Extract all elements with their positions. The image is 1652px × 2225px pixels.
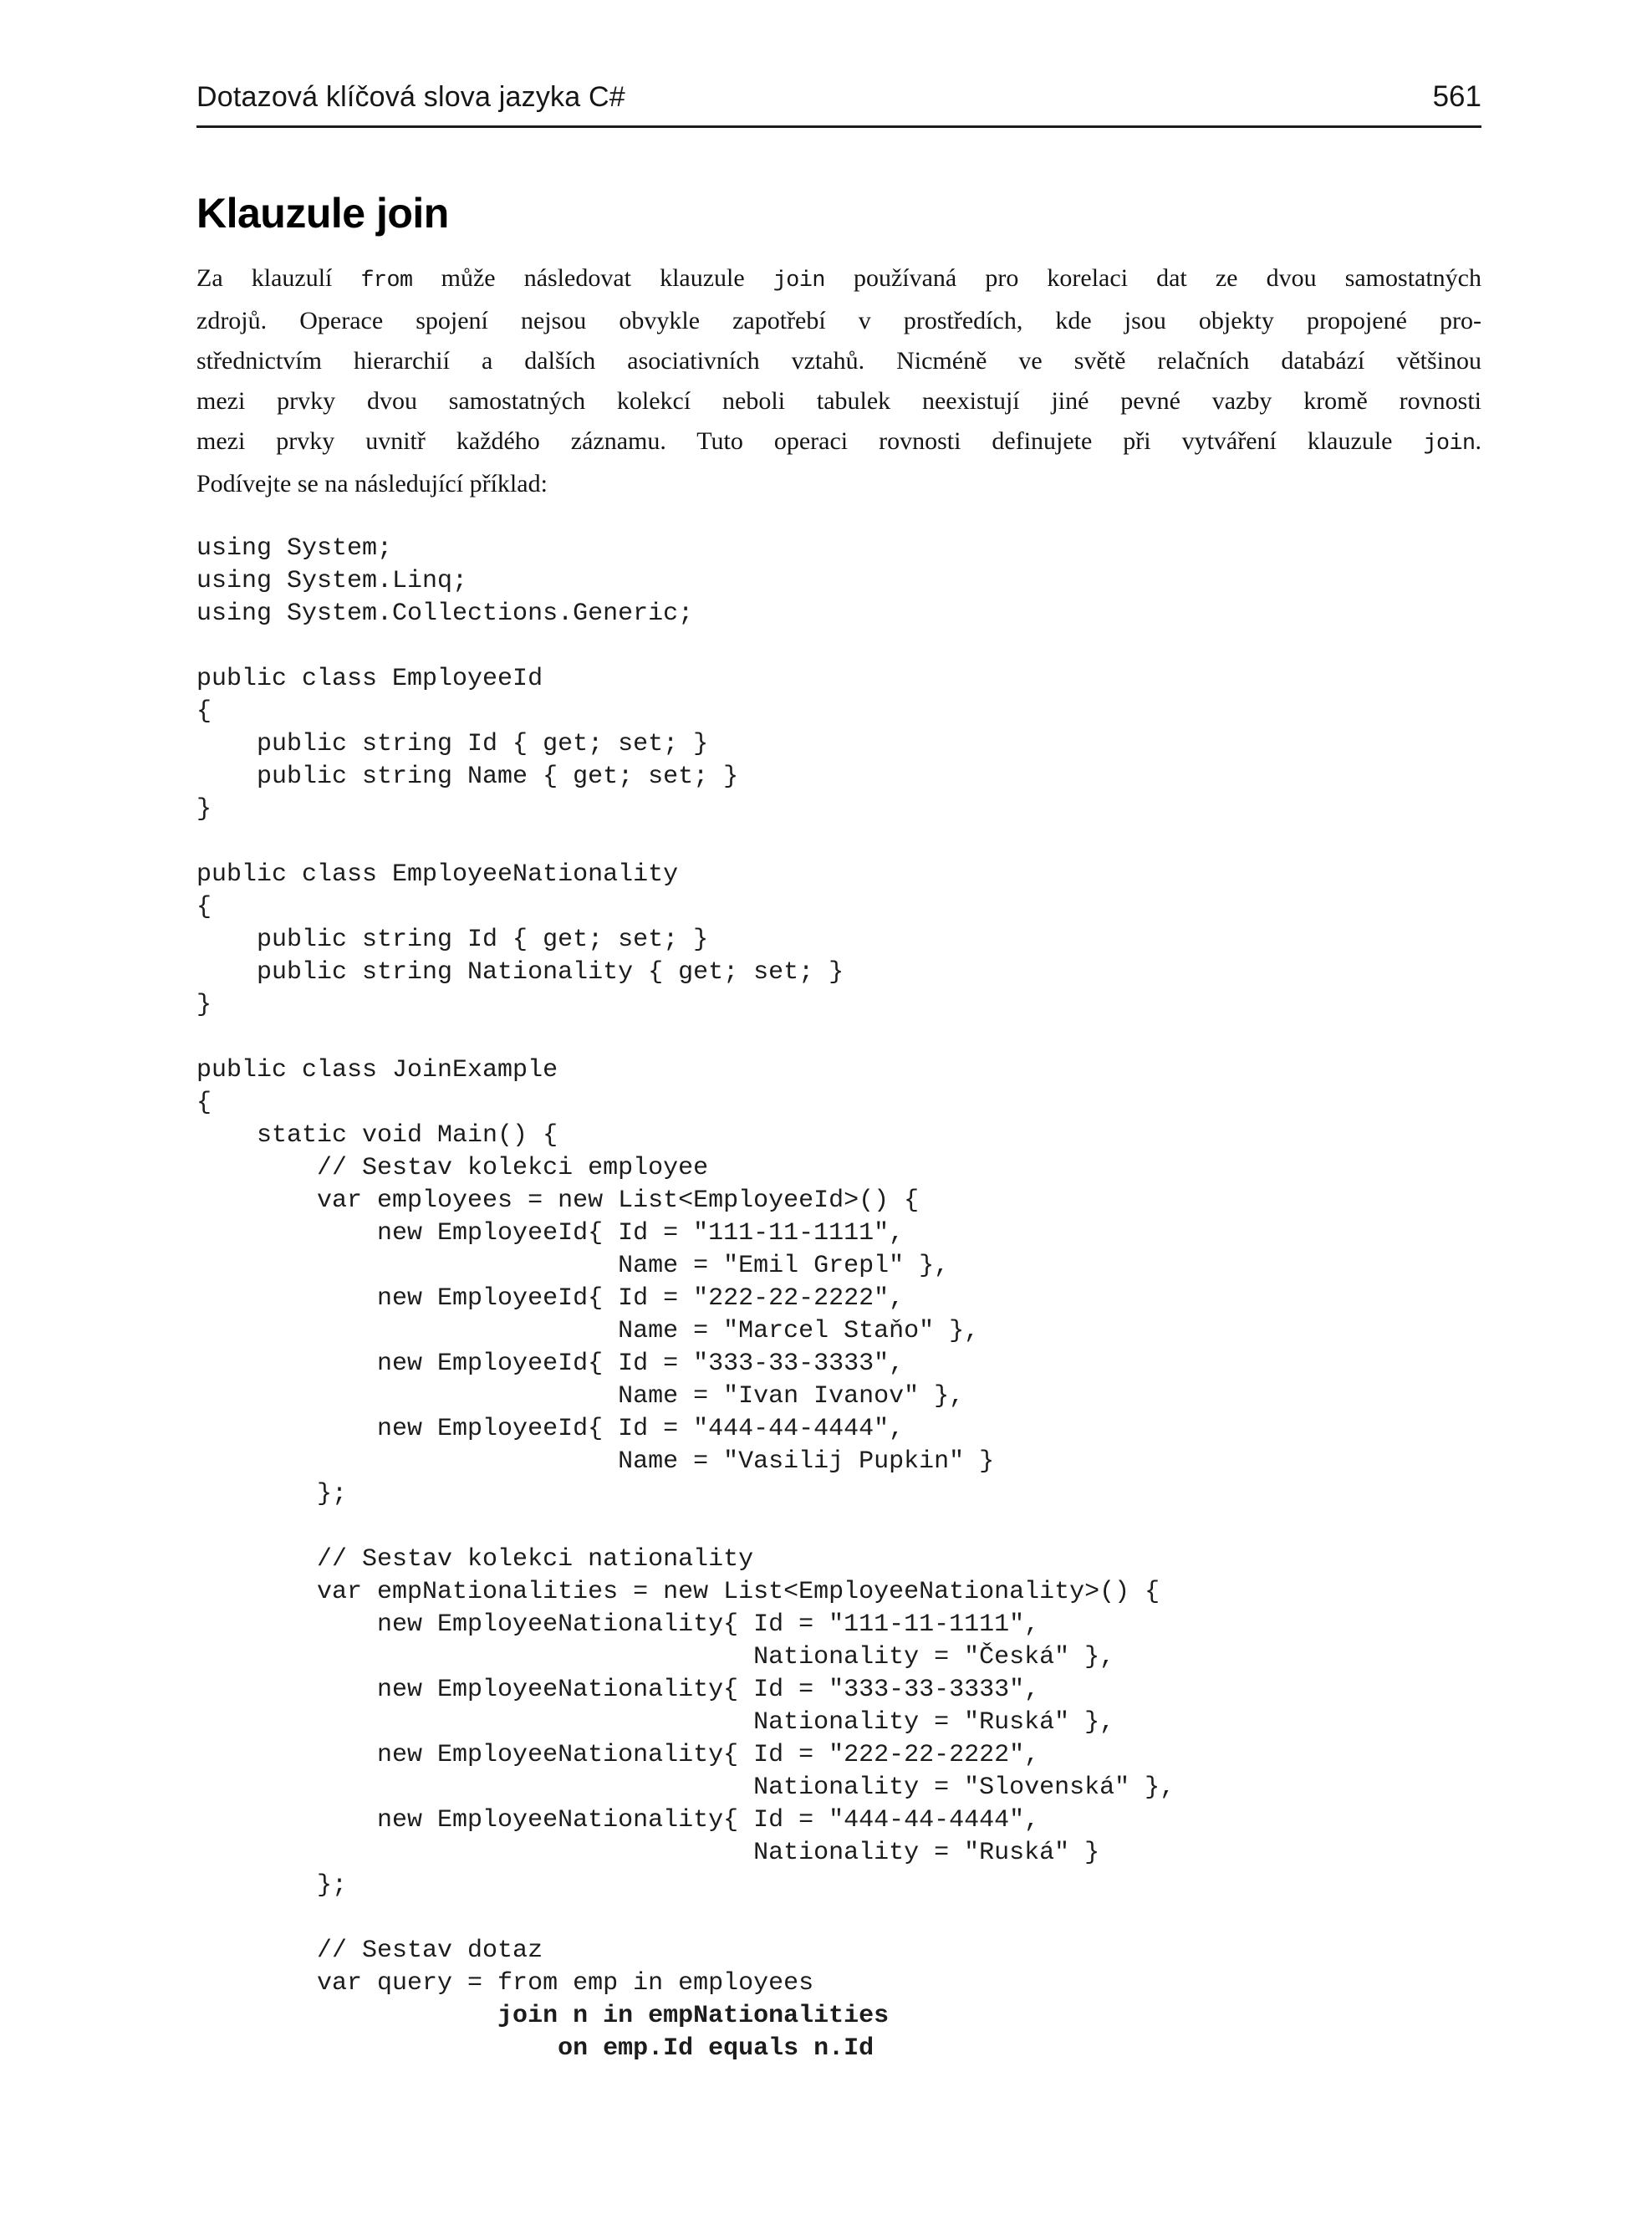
code-line: static void Main() { — [196, 1121, 558, 1150]
code-line — [196, 630, 1481, 663]
code-line: public string Id { get; set; } — [196, 730, 709, 758]
code-line: on emp.Id equals n.Id — [196, 2034, 874, 2063]
header-rule — [196, 125, 1481, 128]
code-line: var query = from emp in employees — [196, 1969, 814, 1998]
code-block — [196, 533, 1481, 2065]
code-line: Nationality = "Ruská" } — [196, 1839, 1100, 1867]
inline-code-keyword: from — [360, 268, 413, 293]
paragraph-text: Za klauzulí — [196, 264, 361, 292]
code-line: // Sestav kolekci nationality — [196, 1545, 754, 1574]
code-line: Name = "Ivan Ivanov" }, — [196, 1382, 965, 1411]
code-line: public string Name { get; set; } — [196, 763, 739, 791]
code-line: public string Id { get; set; } — [196, 926, 709, 954]
code-line: new EmployeeId{ Id = "333-33-3333", — [196, 1350, 905, 1378]
page-header — [196, 80, 1481, 114]
paragraph-text: může následovat klauzule — [412, 264, 773, 292]
code-line: using System; — [196, 534, 393, 563]
code-line: // Sestav kolekci employee — [196, 1154, 709, 1182]
running-header-title: Dotazová klíčová slova jazyka C# — [196, 81, 625, 113]
code-line: new EmployeeId{ Id = "222-22-2222", — [196, 1284, 905, 1313]
code-line: new EmployeeNationality{ Id = "111-11-1111", — [196, 1610, 1040, 1639]
code-line: { — [196, 697, 212, 726]
code-line: public class EmployeeId — [196, 665, 543, 693]
code-line: public class JoinExample — [196, 1056, 558, 1084]
paragraph-line — [196, 341, 1481, 381]
code-line: Name = "Marcel Staňo" }, — [196, 1317, 980, 1345]
code-line: var employees = new List<EmployeeId>() { — [196, 1186, 920, 1215]
code-line: join n in empNationalities — [196, 2002, 890, 2030]
code-line: Name = "Vasilij Pupkin" } — [196, 1447, 995, 1476]
code-line: Nationality = "Slovenská" }, — [196, 1773, 1175, 1802]
code-line: } — [196, 991, 212, 1019]
code-line: { — [196, 893, 212, 921]
code-line: }; — [196, 1480, 348, 1508]
paragraph-line — [196, 381, 1481, 421]
paragraph-text: mezi prvky uvnitř každého záznamu. Tuto operaci rovnosti definujete při vytváření klauzule — [196, 427, 1424, 455]
code-line: new EmployeeNationality{ Id = "222-22-2222", — [196, 1741, 1040, 1769]
page-number: 561 — [1432, 80, 1481, 113]
code-line: }; — [196, 1871, 348, 1900]
code-line: Nationality = "Česká" }, — [196, 1643, 1115, 1671]
code-line: public string Nationality { get; set; } — [196, 958, 844, 987]
code-line: new EmployeeId{ Id = "111-11-1111", — [196, 1219, 905, 1248]
paragraph-text: zdrojů. Operace spojení nejsou obvykle zapotřebí v prostředích, kde jsou objekty propojené pro- — [196, 307, 1481, 334]
inline-code-keyword: join — [1423, 431, 1476, 457]
code-line: new EmployeeNationality{ Id = "333-33-3333", — [196, 1676, 1040, 1704]
code-line: using System.Linq; — [196, 567, 468, 595]
code-line: Name = "Emil Grepl" }, — [196, 1252, 950, 1280]
paragraph-line — [196, 258, 1481, 301]
code-line: } — [196, 795, 212, 824]
code-line: new EmployeeId{ Id = "444-44-4444", — [196, 1415, 905, 1443]
code-line — [196, 1022, 1481, 1054]
code-line: new EmployeeNationality{ Id = "444-44-4444", — [196, 1806, 1040, 1835]
inline-code-keyword: join — [772, 268, 825, 293]
section-heading: Klauzule join — [196, 190, 449, 237]
paragraph-text: používaná pro korelaci dat ze dvou samostatných — [824, 264, 1481, 292]
code-line: using System.Collections.Generic; — [196, 600, 694, 628]
code-line: public class EmployeeNationality — [196, 860, 679, 889]
paragraph-line — [196, 464, 1481, 504]
paragraph-text: střednictvím hierarchií a dalších asociativních vztahů. Nicméně ve světě relačních databází většinou — [196, 347, 1481, 375]
code-line: // Sestav dotaz — [196, 1937, 543, 1965]
paragraph-line — [196, 301, 1481, 341]
paragraph-line — [196, 421, 1481, 464]
paragraph-text: mezi prvky dvou samostatných kolekcí neboli tabulek neexistují jiné pevné vazby kromě rovnosti — [196, 387, 1481, 415]
code-line — [196, 1902, 1481, 1935]
code-line: { — [196, 1089, 212, 1117]
code-line — [196, 826, 1481, 859]
paragraph-text: Podívejte se na následující příklad: — [196, 470, 548, 498]
intro-paragraph — [196, 258, 1481, 504]
code-line: var empNationalities = new List<EmployeeNationality>() { — [196, 1578, 1160, 1606]
paragraph-text: . — [1475, 427, 1481, 455]
code-line: Nationality = "Ruská" }, — [196, 1708, 1115, 1737]
code-line — [196, 1511, 1481, 1544]
